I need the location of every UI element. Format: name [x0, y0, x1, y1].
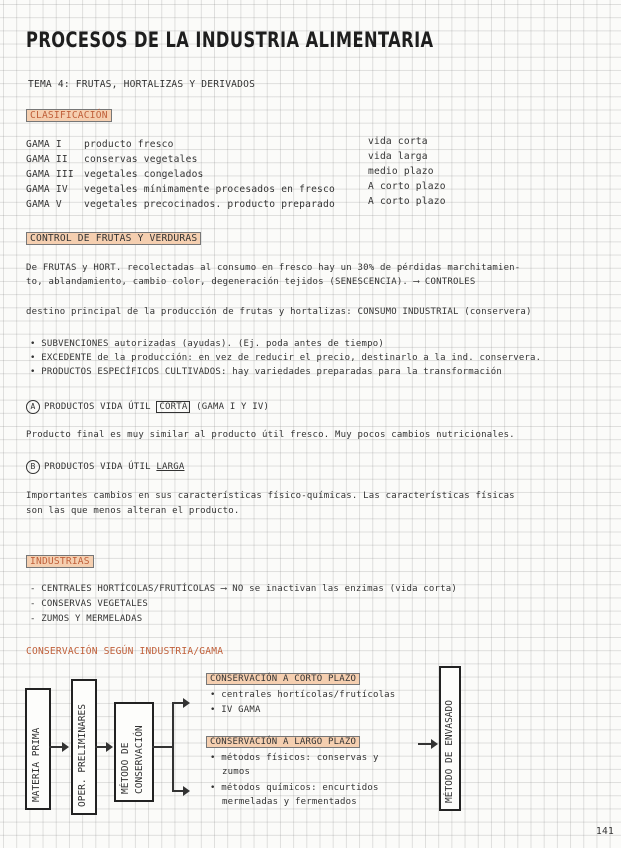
materia-prima-label: MATERIA PRIMA [31, 727, 42, 802]
oper-preliminares-box [71, 679, 97, 815]
gama-life: vida larga [368, 151, 428, 162]
branch-line [152, 746, 172, 748]
branch-line [172, 702, 174, 792]
largo-item: • métodos químicos: encurtidos [210, 783, 379, 793]
control-heading: CONTROL DE FRUTAS Y VERDURAS [26, 233, 201, 244]
industria-item: - CENTRALES HORTÍCOLAS/FRUTÍCOLAS ⟶ NO se inactivan las enzimas (vida corta) [30, 584, 458, 594]
metodo-conservacion-label-a: MÉTODO DE [120, 742, 131, 794]
metodo-conservacion-label-b: CONSERVACIÓN [134, 725, 145, 794]
vida-larga-desc-line1: Importantes cambios en sus características físico-químicas. Las características físicas [26, 491, 515, 501]
metodo-envasado-label: MÉTODO DE ENVASADO [444, 700, 455, 803]
gama-label: GAMA III [26, 169, 74, 180]
gama-label: GAMA IV [26, 184, 68, 195]
marker-b-icon: B [26, 460, 40, 474]
gama-desc: conservas vegetales [84, 154, 198, 165]
industrias-heading: INDUSTRIAS [26, 556, 94, 567]
gama-desc: vegetales precocinados. producto preparado [84, 199, 335, 210]
metodo-envasado-box [439, 666, 461, 811]
largo-item: • métodos físicos: conservas y [210, 753, 379, 763]
gama-label: GAMA II [26, 154, 68, 165]
vida-larga-desc-line2: son las que menos alteran el producto. [26, 506, 240, 516]
gama-desc: vegetales mínimamente procesados en fresco [84, 184, 335, 195]
materia-prima-box [25, 688, 51, 810]
gama-label: GAMA V [26, 199, 62, 210]
gama-desc: vegetales congelados [84, 169, 204, 180]
control-bullet: • SUBVENCIONES autorizadas (ayudas). (Ej. poda antes de tiempo) [30, 339, 384, 349]
destino-paragraph: destino principal de la producción de frutas y hortalizas: CONSUMO INDUSTRIAL (conservera) [26, 307, 532, 317]
gama-life: vida corta [368, 136, 428, 147]
industria-item: - CONSERVAS VEGETALES [30, 599, 149, 609]
corto-item: • centrales hortícolas/frutícolas [210, 690, 396, 700]
corto-plazo-title: CONSERVACIÓN A CORTO PLAZO [206, 674, 360, 684]
control-bullet: • EXCEDENTE de la producción: en vez de reducir el precio, destinarlo a la ind. conservera. [30, 353, 542, 363]
control-paragraph-line1: De FRUTAS y HORT. recolectadas al consumo en fresco hay un 30% de pérdidas marchitamien- [26, 263, 521, 273]
conservacion-heading: CONSERVACIÓN SEGÚN INDUSTRIA/GAMA [26, 646, 224, 657]
control-paragraph-line2: to, ablandamiento, cambio color, degeneración tejidos (SENESCENCIA). ⟶ CONTROLES [26, 277, 476, 287]
gama-label: GAMA I [26, 139, 62, 150]
arrow-icon [172, 790, 188, 792]
vida-corta-desc: Producto final es muy similar al producto útil fresco. Muy pocos cambios nutricionales. [26, 430, 515, 440]
industria-item: - ZUMOS Y MERMELADAS [30, 614, 143, 624]
gama-life: medio plazo [368, 166, 434, 177]
largo-item: zumos [222, 767, 251, 777]
largo-plazo-title: CONSERVACIÓN A LARGO PLAZO [206, 737, 360, 747]
page-number: 141 [596, 826, 614, 837]
arrow-icon [95, 746, 111, 748]
largo-item: mermeladas y fermentados [222, 797, 357, 807]
topic-subtitle: TEMA 4: FRUTAS, HORTALIZAS Y DERIVADOS [28, 79, 256, 90]
vida-corta-heading: A PRODUCTOS VIDA ÚTIL CORTA (GAMA I Y IV) [26, 400, 269, 414]
metodo-conservacion-box [114, 702, 154, 802]
gama-desc: producto fresco [84, 139, 174, 150]
oper-preliminares-label: OPER. PRELIMINARES [77, 704, 88, 807]
clasificacion-heading: CLASIFICACIÓN [26, 110, 112, 121]
arrow-icon [418, 743, 436, 745]
marker-a-icon: A [26, 400, 40, 414]
gama-life: A corto plazo [368, 181, 446, 192]
page-title: PROCESOS DE LA INDUSTRIA ALIMENTARIA [26, 28, 434, 52]
vida-larga-heading: B PRODUCTOS VIDA ÚTIL LARGA [26, 460, 184, 474]
gama-life: A corto plazo [368, 196, 446, 207]
arrow-icon [172, 702, 188, 704]
arrow-icon [49, 746, 67, 748]
corto-item: • IV GAMA [210, 705, 261, 715]
control-bullet: • PRODUCTOS ESPECÍFICOS CULTIVADOS: hay variedades preparadas para la transformación [30, 367, 502, 377]
